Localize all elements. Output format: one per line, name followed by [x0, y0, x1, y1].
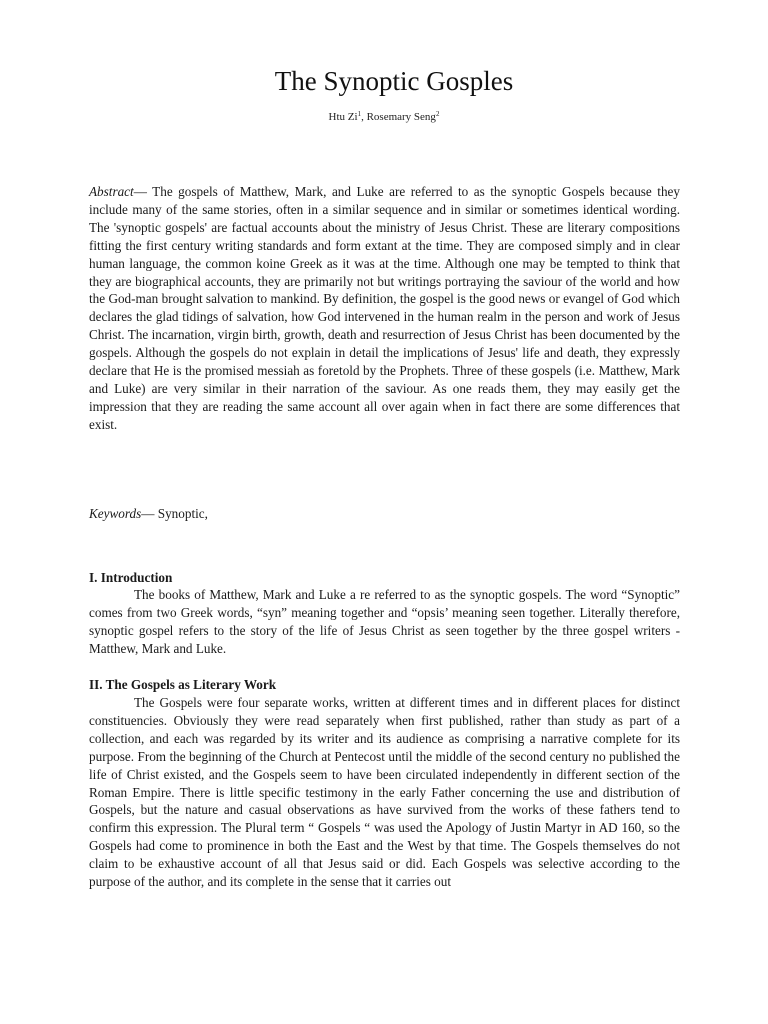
author-affiliation-mark: 2	[435, 110, 440, 118]
keywords-dash: —	[141, 506, 158, 521]
abstract	[89, 183, 680, 434]
paper-title: The Synoptic Gosples	[274, 66, 514, 96]
section-heading-introduction: I. Introduction	[89, 570, 173, 585]
abstract-text: The gospels of Matthew, Mark, and Luke are referred to as the synoptic Gospels because they include many of the same stories, often in a similar sequence and in similar or sometimes identical wording. The 'synoptic gospels' are factual accounts about the ministry of Jesus Christ. These are literary compositions fitting the first century writing standards and form extant at the time. They are composed simply and in clear human language, the common koine Greek as it was at the time. Although one may be tempted to think that they are biographical accounts, they are primarily not but writings portraying the saviour of the world and how the God-man brought salvation to mankind. By definition, the gospel is the good news or evangel of God which declares the glad tidings of salvation, how God intervened in the human realm in the person and work of Jesus Christ. The incarnation, virgin birth, growth, death and resurrection of Jesus Christ has been documented by the gospels. Although the gospels do not explain in detail the implications of Jesus' life and death, they expressly declare that He is the promised messiah as foretold by the Prophets. Three of these gospels (i.e. Matthew, Mark and Luke) are very similar in their narration of the saviour. As one reads them, they may easily get the impression that they are reading the same account all over again when in fact there are some differences that exist.	[89, 184, 681, 432]
author-name: Rosemary Seng	[366, 111, 436, 123]
author-line: Htu Zi$^1$, Rosemary Seng$^2$	[328, 110, 440, 123]
section-body-literary-work: The Gospels were four separate works, written at different times and in different places for distinct constituencies. Obviously they were read separately when first published, rather than study as part of a collection, and each was regarded by its writer and its audience as comprising a narrative complete for its purpose. From the beginning of the Church at Pentecost until the middle of the second century no published the life of Christ existed, and the Gospels seem to have been circulated independently in different section of the Roman Empire. There is little specific testimony in the early Father concerning the use and distribution of Gospels, but the nature and casual observations as have survived from the works of these fathers tend to confirm this expression. The Plural term “ Gospels “ was used the Apology of Justin Martyr in AD 160, so the Gospels had come to prominence in both the East and the West by that time. The Gospels themselves do not claim to be exhaustive account of all that Jesus said or did. Each Gospels was selective according to the purpose of the author, and its complete in the sense that it carries out	[89, 695, 680, 890]
section-body-introduction: The books of Matthew, Mark and Luke a re referred to as the synoptic gospels. The word “Synoptic” comes from two Greek words, “syn” meaning together and “opsis’ meaning seen together. Literally therefore, synoptic gospel refers to the story of the life of Jesus Christ as seen together by the three gospel writers - Matthew, Mark and Luke.	[89, 587, 680, 656]
keywords-text: Synoptic,	[157, 506, 208, 521]
section-heading-literary-work: II. The Gospels as Literary Work	[89, 677, 277, 692]
keywords-label: Keywords	[89, 506, 142, 521]
author-affiliation-mark: 1	[357, 110, 362, 118]
keywords	[89, 505, 680, 523]
author-name: Htu Zi	[328, 111, 358, 123]
abstract-dash: —	[133, 184, 153, 199]
abstract-label: Abstract	[89, 184, 134, 199]
